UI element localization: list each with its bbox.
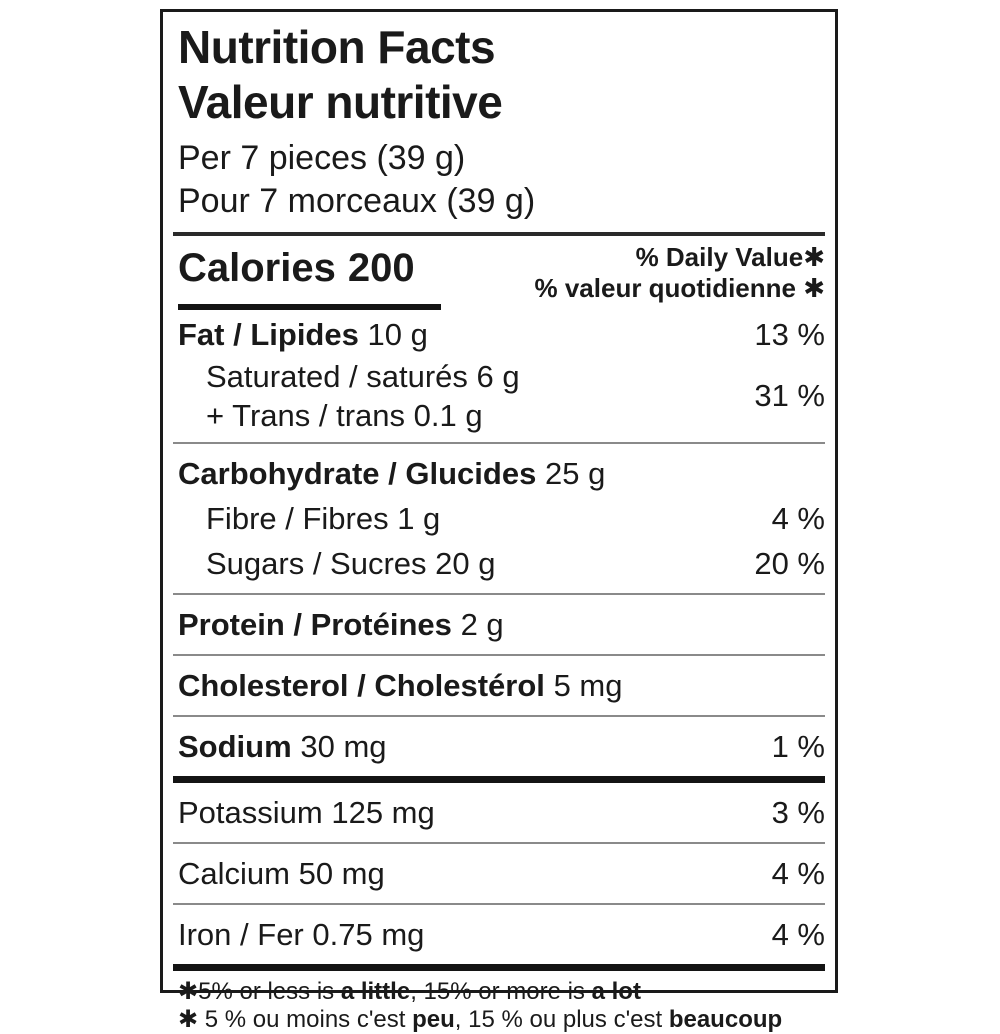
fat-daily-value: 13 % (754, 317, 825, 352)
saturated-trans-lines (178, 357, 520, 435)
saturated-fat-line: Saturated / saturés 6 g (206, 359, 520, 394)
nutrient-row-iron (173, 912, 825, 957)
cholesterol-name-amount (178, 663, 623, 708)
separator-after-carbohydrate (173, 593, 825, 595)
title-french: Valeur nutritive (178, 76, 503, 128)
footnote-fr-peu: peu (412, 1006, 455, 1033)
thick-separator-after-iron (173, 964, 825, 971)
serving-size-english: Per 7 pieces (39 g) (178, 139, 466, 177)
fat-amount: 10 g (367, 317, 428, 352)
nutrient-row-sugars (173, 541, 825, 586)
calcium-daily-value: 4 % (771, 856, 825, 891)
footnote-en-part1: ✱5% or less is (178, 978, 341, 1005)
sodium-amount: 30 mg (300, 729, 387, 764)
calories-underline (178, 304, 441, 310)
cholesterol-name: Cholesterol / Cholestérol (178, 668, 545, 703)
footnote-en-a-lot: a lot (591, 978, 641, 1005)
calories-row (173, 238, 825, 304)
nutrient-row-cholesterol (173, 663, 825, 708)
iron-daily-value: 4 % (771, 917, 825, 952)
footnote-en-part3: , 15% or more is (410, 978, 592, 1005)
footnote-fr-beaucoup: beaucoup (668, 1006, 783, 1033)
potassium-daily-value: 3 % (771, 795, 825, 830)
title-english: Nutrition Facts (178, 21, 496, 73)
separator-above-calories (173, 232, 825, 236)
separator-after-potassium (173, 842, 825, 844)
footnote-english (173, 978, 825, 1006)
iron-text: Iron / Fer 0.75 mg (178, 917, 425, 952)
sugars-daily-value: 20 % (754, 546, 825, 581)
thick-separator-after-sodium (173, 776, 825, 783)
sodium-name-amount (178, 724, 387, 769)
fat-name-amount (178, 312, 428, 357)
sugars-text: Sugars / Sucres 20 g (206, 546, 496, 581)
carbohydrate-name: Carbohydrate / Glucides (178, 456, 537, 491)
separator-after-protein (173, 654, 825, 656)
fibre-text: Fibre / Fibres 1 g (206, 501, 441, 536)
fibre-daily-value: 4 % (771, 501, 825, 536)
footnote-fr-part3: , 15 % ou plus c'est (454, 1006, 669, 1033)
footnote-french (173, 1006, 825, 1034)
daily-value-header-english: % Daily Value✱ (635, 242, 825, 272)
sodium-name: Sodium (178, 729, 292, 764)
daily-value-header (535, 238, 826, 304)
protein-name-amount (178, 602, 504, 647)
calories-value: 200 (347, 246, 415, 290)
nutrient-row-saturated-trans (173, 357, 825, 435)
nutrient-row-fibre (173, 496, 825, 541)
potassium-text: Potassium 125 mg (178, 795, 435, 830)
sodium-daily-value: 1 % (771, 729, 825, 764)
nutrient-row-calcium (173, 851, 825, 896)
separator-after-calcium (173, 903, 825, 905)
nutrient-row-fat (173, 312, 825, 357)
daily-value-header-french: % valeur quotidienne ✱ (534, 273, 825, 303)
nutrient-row-potassium (173, 790, 825, 835)
footnote-fr-part1: ✱ 5 % ou moins c'est (178, 1006, 413, 1033)
footnote-en-a-little: a little (340, 978, 411, 1005)
trans-fat-line: + Trans / trans 0.1 g (206, 398, 483, 433)
separator-after-fat (173, 442, 825, 444)
fat-name: Fat / Lipides (178, 317, 359, 352)
carbohydrate-amount: 25 g (545, 456, 606, 491)
nutrient-row-protein (173, 602, 825, 647)
separator-after-cholesterol (173, 715, 825, 717)
calcium-text: Calcium 50 mg (178, 856, 385, 891)
nutrition-facts-label (160, 9, 838, 1033)
serving-size-french: Pour 7 morceaux (39 g) (178, 182, 536, 220)
protein-name: Protein / Protéines (178, 607, 452, 642)
carbohydrate-name-amount (178, 451, 605, 496)
calories-label-value (178, 238, 415, 298)
calories-label: Calories (178, 246, 336, 290)
nutrient-row-sodium (173, 724, 825, 769)
nutrient-row-carbohydrate (173, 451, 825, 496)
protein-amount: 2 g (460, 607, 504, 642)
cholesterol-amount: 5 mg (553, 668, 623, 703)
saturated-trans-daily-value: 31 % (754, 378, 825, 413)
